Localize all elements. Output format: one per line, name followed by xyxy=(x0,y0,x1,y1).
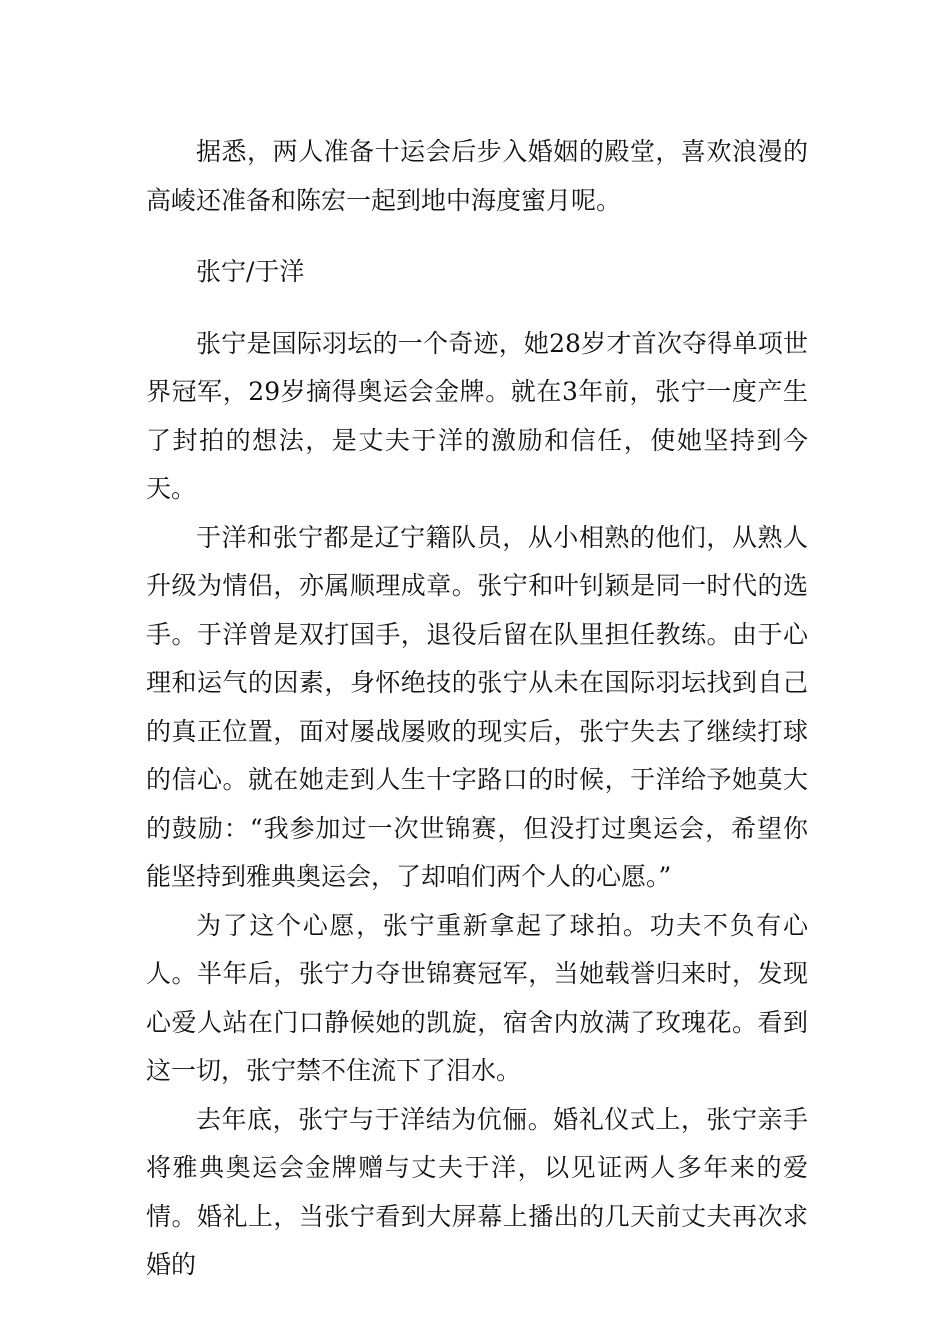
document-body xyxy=(146,128,808,1290)
section-heading-zhang-ning-yu-yang: 张宁/于洋 xyxy=(196,257,305,286)
paragraph-yu-yang-encouragement: 于洋和张宁都是辽宁籍队员，从小相熟的他们，从熟人升级为情侣，亦属顺理成章。张宁和叶钊颖是同一时代的选手。于洋曾是双打国手，退役后留在队里担任教练。由于心理和运气的因素，身怀绝技的张宁从未在国际羽坛找到自己的真正位置，面对屡战屡败的现实后，张宁失去了继续打球的信心。就在她走到人生十字路口的时候，于洋给予她莫大的鼓励：“我参加过一次世锦赛，但没打过奥运会，希望你能坚持到雅典奥运会，了却咱们两个人的心愿。” xyxy=(146,522,808,891)
paragraph-zhang-ning-intro: 张宁是国际羽坛的一个奇迹，她28岁才首次夺得单项世界冠军，29岁摘得奥运会金牌。就在3年前，张宁一度产生了封拍的想法，是丈夫于洋的激励和信任，使她坚持到今天。 xyxy=(146,328,808,503)
paragraph-wedding: 去年底，张宁与于洋结为伉俪。婚礼仪式上，张宁亲手将雅典奥运会金牌赠与丈夫于洋，以见证两人多年来的爱情。婚礼上，当张宁看到大屏幕上播出的几天前丈夫再次求婚的 xyxy=(146,1104,808,1279)
paragraph-world-championship: 为了这个心愿，张宁重新拿起了球拍。功夫不负有心人。半年后，张宁力夺世锦赛冠军，当她载誉归来时，发现心爱人站在门口静候她的凯旋，宿舍内放满了玫瑰花。看到这一切，张宁禁不住流下了泪水。 xyxy=(146,910,808,1085)
paragraph-wedding-plan: 据悉，两人准备十运会后步入婚姻的殿堂，喜欢浪漫的高崚还准备和陈宏一起到地中海度蜜月呢。 xyxy=(146,137,808,215)
